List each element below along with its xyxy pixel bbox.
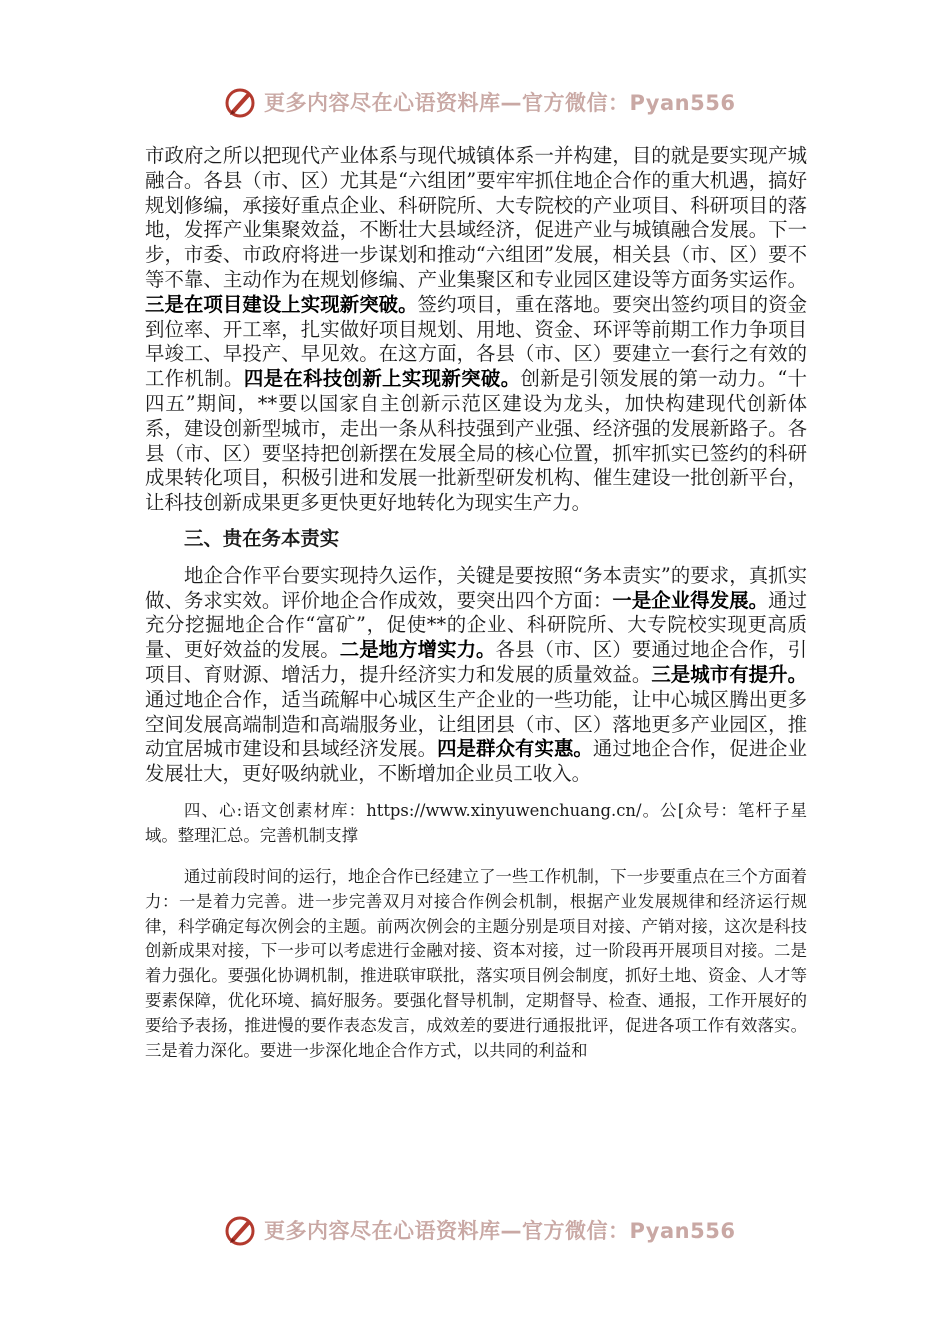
section-heading-3: 三、贵在务本责实 <box>184 526 340 550</box>
bold-point: 四是群众有实惠。 <box>437 737 593 761</box>
bold-point: 四是在科技创新上实现新突破。 <box>243 367 521 391</box>
watermark-banner-bottom <box>222 1210 742 1250</box>
watermark-banner-top <box>222 82 742 122</box>
pen-swirl-logo-icon <box>222 1212 258 1248</box>
watermark-text: 更多内容尽在心语资料库—官方微信：Pyan556 <box>264 1219 736 1243</box>
section-heading-4: 四、心:语文创素材库：https://www.xinyuwenchuang.cn/。公[众号：笔杆子星域。整理汇总。完善机制支撑 <box>145 800 807 845</box>
bold-point: 三是在项目建设上实现新突破。 <box>145 292 418 316</box>
paragraph-1: 市政府之所以把现代产业体系与现代城镇体系一并构建，目的就是要实现产城融合。各县（市、区）尤其是“六组团”要牢牢抓住地企合作的重大机遇，搞好规划修编，承接好重点企业、科研院所、大专院校的产业项目、科研项目的落地，发挥产业集聚效益，不断壮大县域经济，促进产业与城镇融合发展。下一步，市委、市政府将进一步谋划和推动“六组团”发展，相关县（市、区）要不等不靠、主动作为在规划修编、产业集聚区和专业园区建设等方面务实运作。三是在项目建设上实现新突破。签约项目，重在落地。要突出签约项目的资金到位率、开工率，扎实做好项目规划、用地、资金、环评等前期工作力争项目早竣工、早投产、早见效。在这方面，各县（市、区）要建立一套行之有效的工作机制。四是在科技创新上实现新突破。创新是引领发展的第一动力。“十四五”期间，**要以国家自主创新示范区建设为龙头，加快构建现代创新体系，建设创新型城市，走出一条从科技强到产业强、经济强的发展新路子。各县（市、区）要坚持把创新摆在发展全局的核心位置，抓牢抓实已签约的科研成果转化项目，积极引进和发展一批新型研发机构、催生建设一批创新平台，让科技创新成果更多更快更好地转化为现实生产力。 <box>145 144 808 515</box>
document-body <box>145 144 807 1064</box>
pen-swirl-logo-icon <box>222 84 258 120</box>
paragraph-3: 通过前段时间的运行，地企合作已经建立了一些工作机制，下一步要重点在三个方面着力：一是着力完善。进一步完善双月对接合作例会机制，根据产业发展规律和经济运行规律，科学确定每次例会的主题。前两次例会的主题分别是项目对接、产销对接，这次是科技创新成果对接，下一步可以考虑进行金融对接、资本对接，过一阶段再开展项目对接。二是着力强化。要强化协调机制，推进联审联批，落实项目例会制度，抓好土地、资金、人才等要素保障，优化环境、搞好服务。要强化督导机制，定期督导、检查、通报，工作开展好的要给予表扬，推进慢的要作表态发言，成效差的要进行通报批评，促进各项工作有效落实。三是着力深化。要进一步深化地企合作方式，以共同的利益和 <box>145 866 807 1061</box>
paragraph-2: 地企合作平台要实现持久运作，关键是要按照“务本责实”的要求，真抓实做、务求实效。评价地企合作成效，要突出四个方面：一是企业得发展。通过充分挖掘地企合作“富矿”，促使**的企业、科研院所、大专院校实现更高质量、更好效益的发展。二是地方增实力。各县（市、区）要通过地企合作，引项目、育财源、增活力，提升经济实力和发展的质量效益。三是城市有提升。通过地企合作，适当疏解中心城区生产企业的一些功能，让中心城区腾出更多空间发展高端制造和高端服务业，让组团县（市、区）落地更多产业园区，推动宜居城市建设和县域经济发展。四是群众有实惠。通过地企合作，促进企业发展壮大，更好吸纳就业，不断增加企业员工收入。 <box>145 563 808 786</box>
bold-point: 一是企业得发展。 <box>612 588 769 612</box>
bold-point: 二是地方增实力。 <box>339 638 496 662</box>
bold-point: 三是城市有提升。 <box>651 662 808 686</box>
watermark-text: 更多内容尽在心语资料库—官方微信：Pyan556 <box>264 91 736 115</box>
